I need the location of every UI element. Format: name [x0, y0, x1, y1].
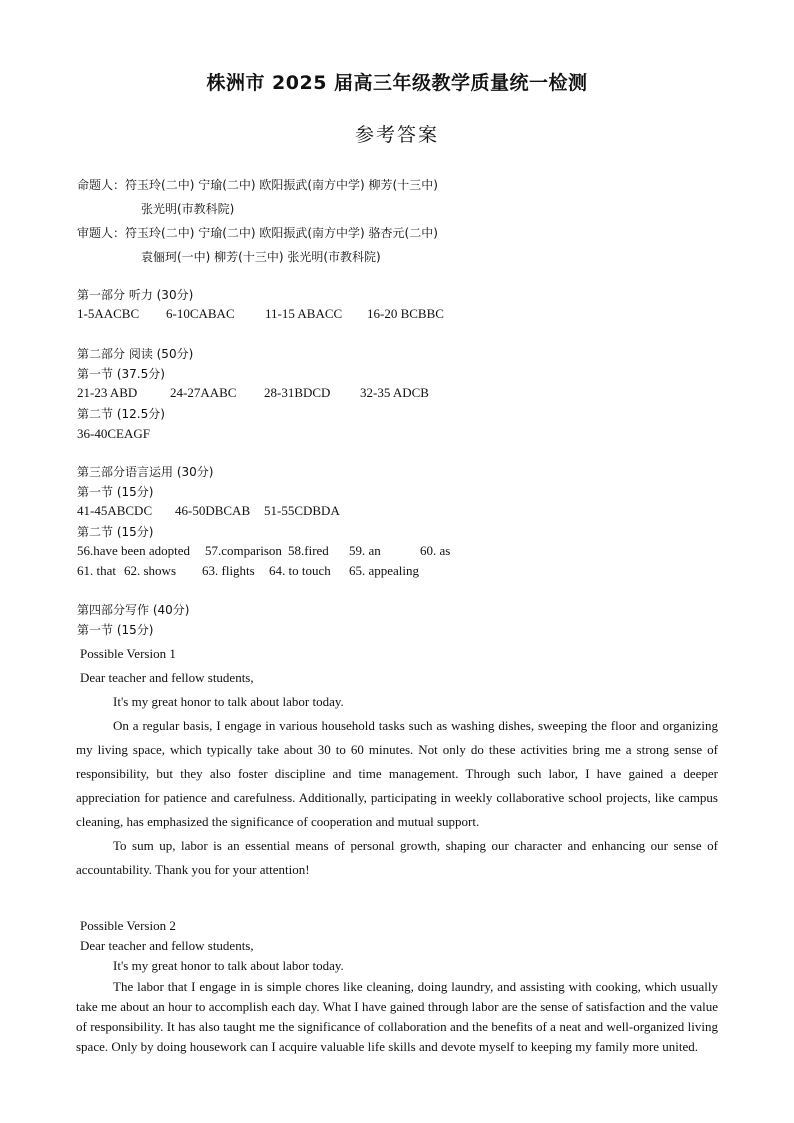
answer-group: 28-31BDCD [264, 385, 331, 400]
part3-section2-row1 [77, 543, 450, 559]
part3-section2-heading: 第二节 (15分) [77, 525, 154, 539]
answer-group: 24-27AABC [170, 385, 237, 400]
part3-section1-answers [77, 503, 340, 519]
answer-group: 46-50DBCAB [175, 503, 251, 518]
part3-section1-heading: 第一节 (15分) [77, 485, 154, 499]
version2-greeting: Dear teacher and fellow students, [80, 938, 254, 953]
version1-label: Possible Version 1 [80, 646, 176, 661]
version1-paragraph-1: On a regular basis, I engage in various household tasks such as washing dishes, sweeping the floor and organizing my living space, which typically take about 30 to 60 minutes. Not only do these activities bring me a strong sense of responsibility, but they also foster discipline and time management. Through such labor, I have gained a deeper appreciation for patience and carefulness. Additionally, participating in weekly collaborative school projects, like campus cleaning, has emphasized the significance of cooperation and mutual support. [76, 718, 718, 829]
answer-group: 11-15 ABACC [265, 306, 343, 321]
page-subtitle: 参考答案 [354, 124, 439, 146]
part1-heading: 第一部分 听力 (30分) [77, 288, 194, 302]
part2-section2-answers: 36-40CEAGF [77, 426, 150, 441]
version1-opening: It's my great honor to talk about labor today. [113, 694, 344, 709]
part4-heading: 第四部分写作 (40分) [77, 603, 190, 617]
setters-label: 命题人： [77, 178, 126, 192]
part2-section1-answers [77, 385, 429, 401]
setters-names-1: 符玉玲(二中) 宁瑜(二中) 欧阳振武(南方中学) 柳芳(十三中) [125, 178, 438, 192]
part3-section2-row2 [77, 563, 419, 579]
answer-group: 51-55CDBDA [264, 503, 340, 518]
setters-line-1 [77, 176, 438, 193]
answer-item: 56.have been adopted [77, 543, 190, 558]
version2-label: Possible Version 2 [80, 918, 176, 933]
version1-paragraph-2: To sum up, labor is an essential means of personal growth, shaping our character and enhancing our sense of accountability. Thank you for your attention! [76, 838, 718, 877]
reviewers-line-1 [77, 224, 438, 241]
part2-section2-heading: 第二节 (12.5分) [77, 407, 165, 421]
version2-opening: It's my great honor to talk about labor today. [113, 958, 344, 973]
answer-group: 41-45ABCDC [77, 503, 153, 518]
version2-paragraph-1: The labor that I engage in is simple chores like cleaning, doing laundry, and assisting with cooking, which usually take me about an hour to accomplish each day. What I have gained through labor are the sense of satisfaction and the value of responsibility. It has also taught me the significance of collaboration and the benefits of a neat and well-organized living space. Only by doing housework can I acquire valuable life skills and devote myself to keeping my family more united. [76, 979, 718, 1054]
version1-greeting: Dear teacher and fellow students, [80, 670, 254, 685]
answer-group: 6-10CABAC [166, 306, 235, 321]
answer-group: 21-23 ABD [77, 385, 138, 400]
answer-item: 58.fired [288, 543, 329, 558]
part4-section1-heading: 第一节 (15分) [77, 623, 154, 637]
answer-group: 32-35 ADCB [360, 385, 429, 400]
answer-item: 57.comparison [205, 543, 282, 558]
answer-item: 62. shows [124, 563, 177, 578]
reviewers-label: 审题人： [77, 226, 126, 240]
part1-answers [77, 306, 444, 322]
part2-section1-heading: 第一节 (37.5分) [77, 367, 165, 381]
reviewers-names-1: 符玉玲(二中) 宁瑜(二中) 欧阳振武(南方中学) 骆杏元(二中) [125, 226, 438, 240]
part2-heading: 第二部分 阅读 (50分) [77, 347, 194, 361]
part3-heading: 第三部分语言运用 (30分) [77, 465, 214, 479]
reviewers-names-2: 袁俪珂(一中) 柳芳(十三中) 张光明(市教科院) [141, 250, 381, 264]
setters-names-2: 张光明(市教科院) [141, 202, 235, 216]
answer-group: 16-20 BCBBC [367, 306, 444, 321]
answer-item: 60. as [420, 543, 451, 558]
answer-item: 65. appealing [349, 563, 420, 578]
answer-item: 63. flights [202, 563, 255, 578]
answer-item: 61. that [77, 563, 116, 578]
answer-item: 59. an [349, 543, 381, 558]
answer-group: 1-5AACBC [77, 306, 140, 321]
page-title: 株洲市 2025 届高三年级教学质量统一检测 [206, 72, 588, 94]
answer-item: 64. to touch [269, 563, 331, 578]
